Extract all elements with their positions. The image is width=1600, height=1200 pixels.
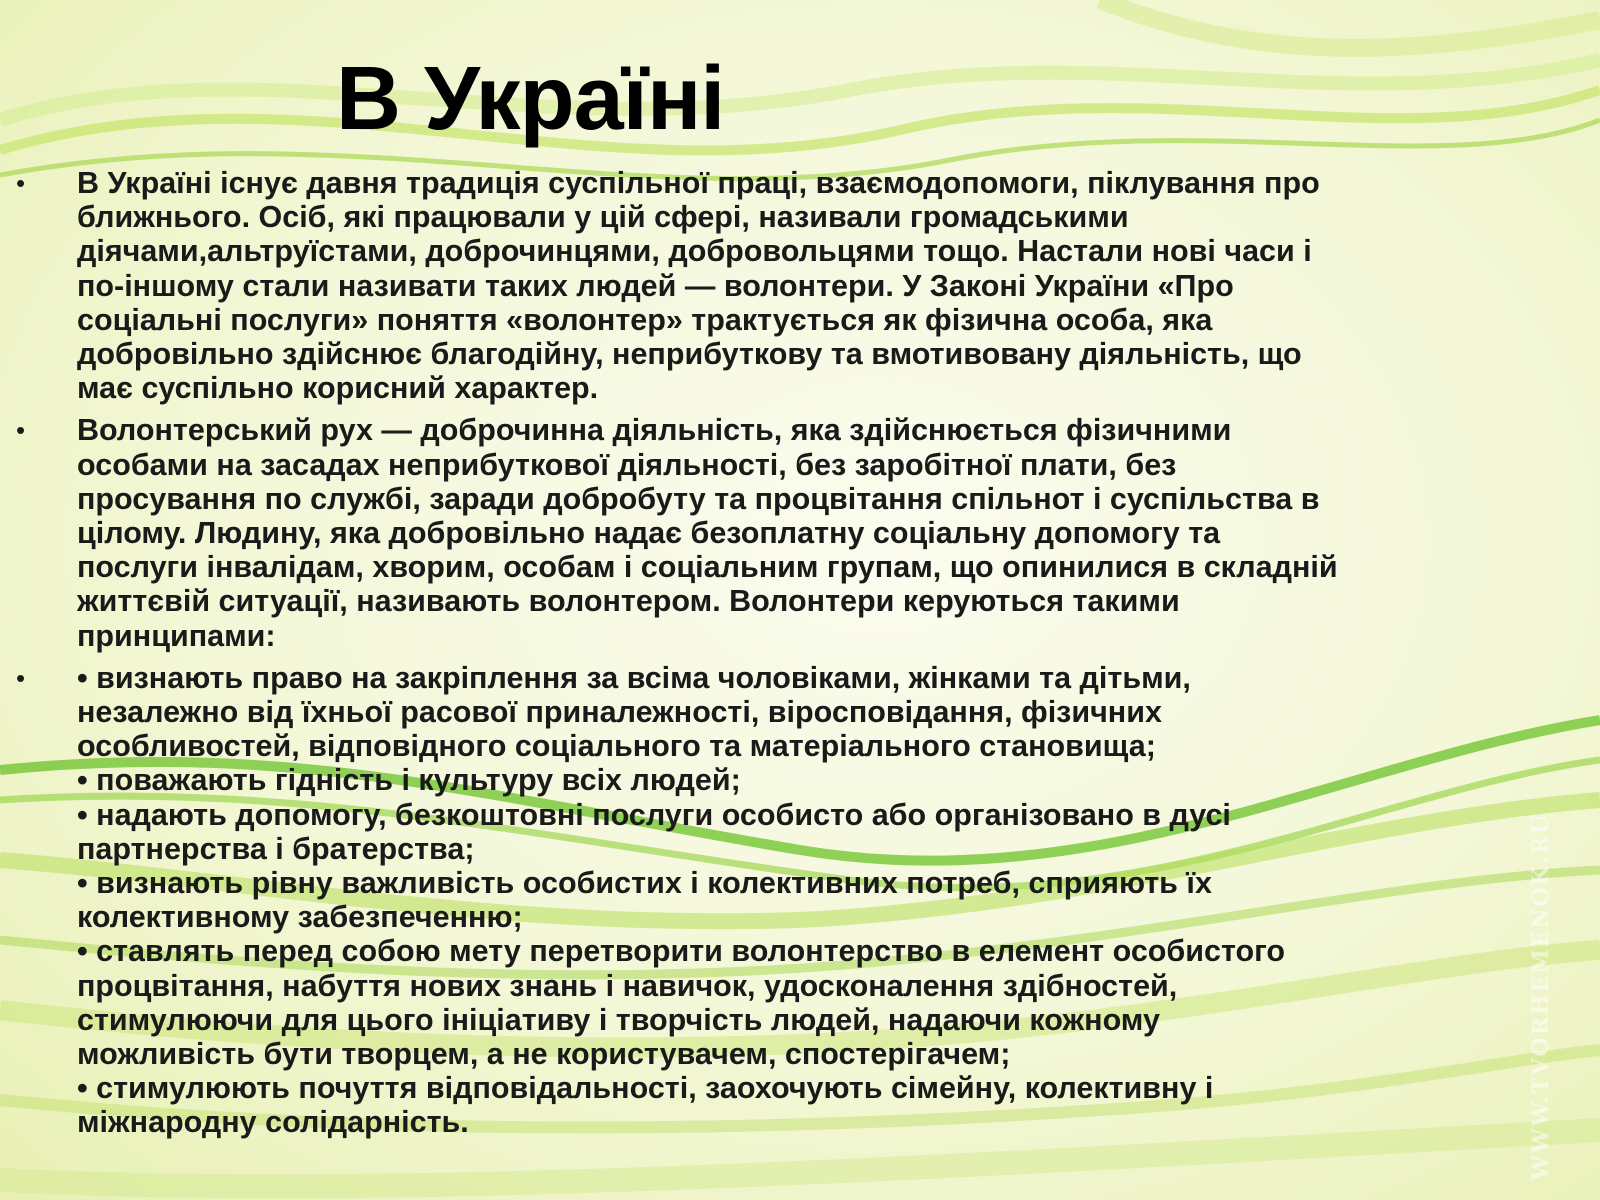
text-line: • визнають право на закріплення за всіма чоловіками, жінками та дітьми, [77, 660, 1191, 695]
text-line: В Україні існує давня традиція суспільної праці, взаємодопомоги, піклування про [77, 166, 1320, 200]
text-line: незалежно від їхньої расової приналежності, віросповідання, фізичних [77, 695, 1162, 730]
bullet-marker: • [16, 168, 26, 198]
text-line: • надають допомогу, безкоштовні послуги особисто або організовано в дусі [77, 797, 1231, 832]
text-line: • визнають рівну важливість особистих і колективних потреб, сприяють їх [77, 866, 1212, 901]
watermark-text: WWW.TVORHEMENOK.RU [1528, 812, 1554, 1180]
text-line: можливість бути творцем, а не користувачем, спостерігачем; [77, 1037, 1011, 1072]
text-line: соціальні послуги» поняття «волонтер» трактується як фізична особа, яка [77, 302, 1213, 337]
text-line: життєвій ситуації, називають волонтером. Волонтери керуються такими [77, 584, 1180, 619]
text-line: особливостей, відповідного соціального та матеріального становища; [77, 729, 1156, 764]
text-line: • поважають гідність і культуру всіх людей; [77, 763, 741, 798]
text-line: ближнього. Осіб, які працювали у цій сфері, називали громадськими [77, 200, 1129, 235]
text-line: міжнародну солідарність. [77, 1105, 469, 1140]
text-line: добровільно здійснює благодійну, неприбуткову та вмотивовану діяльність, що [77, 337, 1302, 372]
text-line: по-іншому стали називати таких людей — волонтери. У Законі України «Про [77, 268, 1234, 303]
text-line: просування по службі, заради добробуту та процвітання спільнот і суспільства в [77, 481, 1320, 516]
text-line: • стимулюють почуття відповідальності, заохочують сімейну, колективну і [77, 1071, 1214, 1106]
text-line: принципами: [77, 618, 276, 653]
text-line: колективному забезпеченню; [77, 900, 523, 935]
text-line: Волонтерський рух — доброчинна діяльність, яка здійснюється фізичними [77, 413, 1232, 448]
bullet-item-principles [0, 661, 1580, 1140]
text-line: процвітання, набуття нових знань і навичок, удосконалення здібностей, [77, 968, 1178, 1003]
text-line: має суспільно корисний характер. [77, 371, 599, 406]
text-line: стимулюючи для цього ініціативу і творчість людей, надаючи кожному [77, 1002, 1160, 1037]
slide-title: В Україні [336, 49, 725, 149]
bullet-item-volunteer-movement [0, 413, 1580, 652]
text-line: особами на засадах неприбуткової діяльності, без заробітної плати, без [77, 447, 1177, 482]
bullet-item-ukraine-tradition [0, 166, 1580, 405]
bullet-list [0, 166, 1580, 1140]
text-line: послуги інвалідам, хворим, особам і соціальним групам, що опинилися в складній [77, 550, 1338, 585]
bullet-marker: • [16, 415, 26, 446]
text-line: цілому. Людину, яка добровільно надає безоплатну соціальну допомогу та [77, 516, 1221, 551]
text-line: партнерства і братерства; [77, 831, 475, 866]
text-line: • ставлять перед собою мету перетворити волонтерство в елемент особистого [77, 934, 1286, 969]
text-line: діячами,альтруїстами, доброчинцями, добровольцями тощо. Настали нові часи і [77, 234, 1312, 269]
bullet-marker: • [16, 662, 26, 693]
